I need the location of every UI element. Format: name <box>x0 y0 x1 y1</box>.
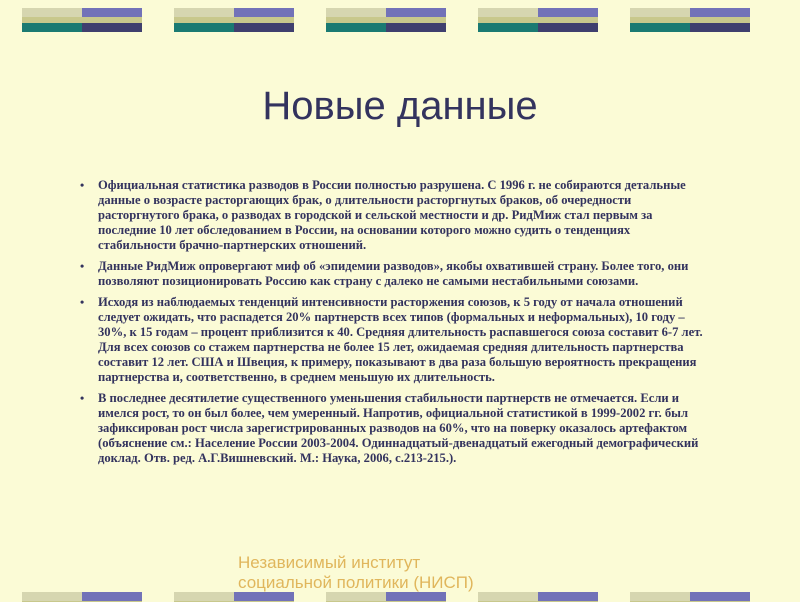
decoration-block <box>626 8 754 32</box>
bullet-text-2: Данные РидМиж опровергают миф об «эпидемии разводов», якобы охватившей страну. Более того, они позволяют позиционировать Россию как страну с далеко не самыми нестабильными союзами. <box>98 259 689 288</box>
bottom-decoration-band <box>0 592 800 602</box>
bullet-text-1: Официальная статистика разводов в России полностью разрушена. С 1996 г. не собираются детальные данные о возрасте расторгающих брак, о длительности расторгнутых браков, об очередности расторгнутого брака, о разводах в городской и сельской местности и др. РидМиж стал первым за последние 10 лет обследованием в России, на основании которого можно судить о тенденциях стабильности брачно-партнерских отношений. <box>98 178 686 252</box>
bullet-item-2 <box>80 259 710 289</box>
decoration-block <box>474 8 602 32</box>
decoration-block <box>18 592 146 602</box>
bullet-glyph: • <box>80 259 85 273</box>
decoration-block <box>170 8 298 32</box>
footer-organization: Независимый институт социальной политики (НИСП) <box>238 553 474 592</box>
bullet-list <box>80 178 710 472</box>
bullet-item-4 <box>80 391 710 466</box>
decoration-block <box>18 8 146 32</box>
bullet-text-3: Исходя из наблюдаемых тенденций интенсивности расторжения союзов, к 5 году от начала отношений следует ожидать, что распадется 20% партнерств всех типов (формальных и неформальных), 10 году – 30%, к 15 годам – процент приблизится к 40. Средняя длительность распавшегося союза составит 6-7 лет. Для всех союзов со стажем партнерства не более 15 лет, ожидаемая средняя длительность партнерства составит 12 лет. США и Швеция, к примеру, показывают в два раза большую вероятность прекращения партнерства и, соответственно, в среднем меньшую их длительность. <box>98 295 703 384</box>
slide-title: Новые данные <box>262 84 538 128</box>
bullet-glyph: • <box>80 178 85 192</box>
decoration-block <box>322 592 450 602</box>
bullet-glyph: • <box>80 295 85 309</box>
decoration-block <box>322 8 450 32</box>
decoration-block <box>170 592 298 602</box>
bullet-item-1 <box>80 178 710 253</box>
bullet-glyph: • <box>80 391 85 405</box>
decoration-block <box>626 592 754 602</box>
bullet-item-3 <box>80 295 710 385</box>
top-decoration-band <box>0 8 800 32</box>
bullet-text-4: В последнее десятилетие существенного уменьшения стабильности партнерств не отмечается. Если и имелся рост, то он был более, чем умеренный. Напротив, официальной статистикой в 1999-2002 гг. был зафиксирован рост числа зарегистрированных разводов на 60%, что на поверку оказалось артефактом (объяснение см.: Население России 2003-2004. Одиннадцатый-двенадцатый ежегодный демографический доклад. Отв. ред. А.Г.Вишневский. М.: Наука, 2006, с.213-215.). <box>98 391 699 465</box>
decoration-block <box>474 592 602 602</box>
